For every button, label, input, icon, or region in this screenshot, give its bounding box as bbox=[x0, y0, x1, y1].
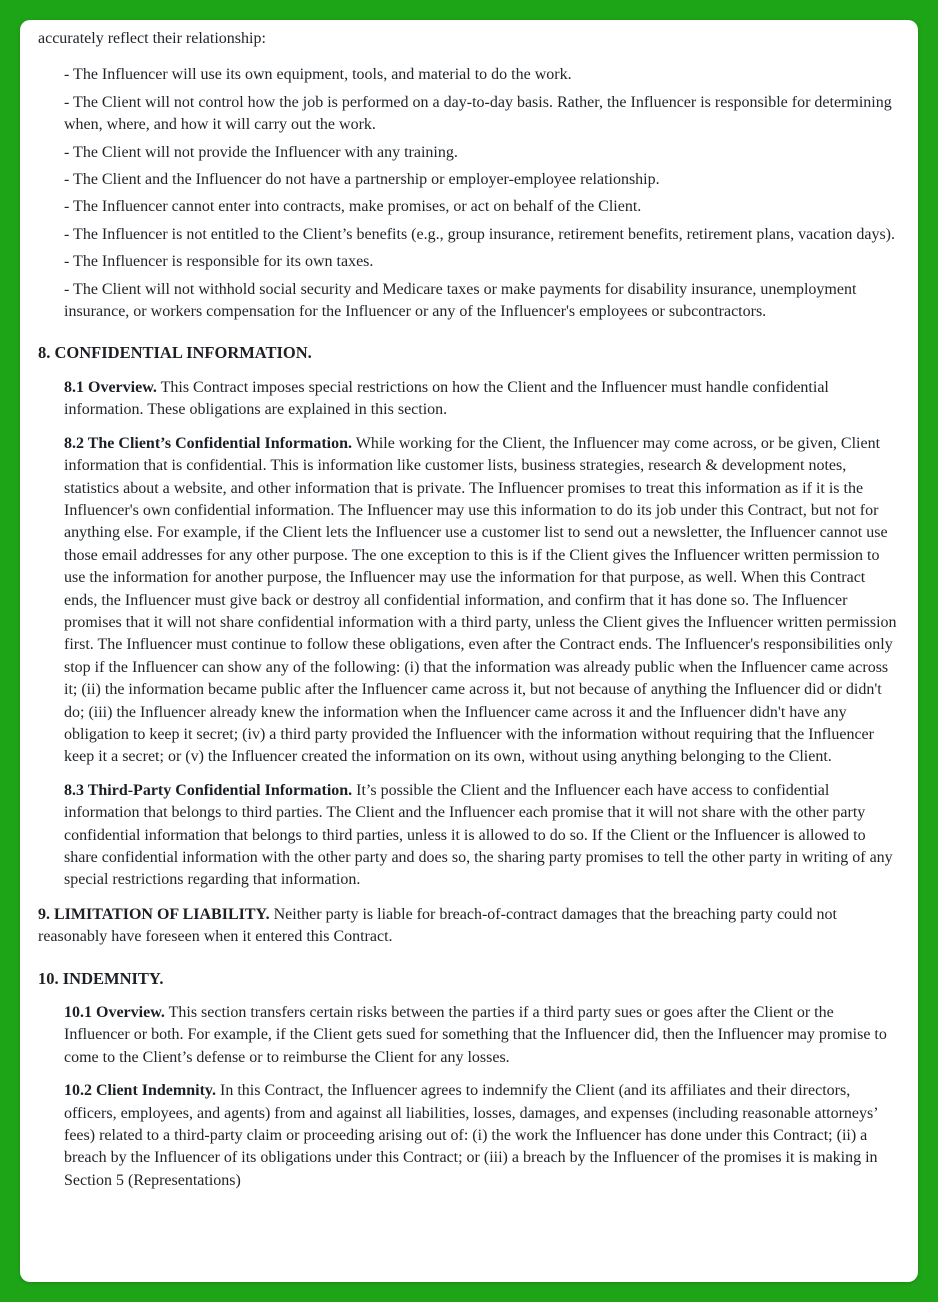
relationship-bullet-list bbox=[64, 64, 902, 323]
section-8-clauses bbox=[64, 377, 902, 892]
bullet-item-partnership: - The Client and the Influencer do not have a partnership or employer-employee relationship. bbox=[64, 171, 660, 189]
clause-10-1-body: This section transfers certain risks between the parties if a third party sues or goes after the Client or the Influencer or both. For example, if the Client gets sued for something that the Influencer did, then the Influencer may promise to come to the Client’s defense or to reimburse the Client for any losses. bbox=[64, 1004, 887, 1066]
clause-9-title: 9. LIMITATION OF LIABILITY. bbox=[38, 905, 270, 923]
clause-8-3-title: 8.3 Third-Party Confidential Information. bbox=[64, 781, 353, 799]
contract-document-page bbox=[20, 20, 918, 1282]
clause-9-limitation-of-liability bbox=[38, 904, 902, 949]
clause-8-2 bbox=[64, 433, 902, 769]
section-10-heading: 10. INDEMNITY. bbox=[38, 968, 164, 988]
bullet-item-equipment: - The Influencer will use its own equipment, tools, and material to do the work. bbox=[64, 66, 572, 84]
intro-paragraph: accurately reflect their relationship: bbox=[38, 30, 266, 47]
clause-10-1-title: 10.1 Overview. bbox=[64, 1004, 165, 1022]
bullet-item-contracts: - The Influencer cannot enter into contracts, make promises, or act on behalf of the Client. bbox=[64, 198, 642, 216]
bullet-item-benefits: - The Influencer is not entitled to the Client’s benefits (e.g., group insurance, retirement benefits, retirement plans, vacation days). bbox=[64, 225, 895, 243]
section-8-heading: 8. CONFIDENTIAL INFORMATION. bbox=[38, 343, 312, 363]
clause-9-body: Neither party is liable for breach-of-contract damages that the breaching party could not reasonably have foreseen when it entered this Contract. bbox=[38, 905, 837, 946]
clause-10-1 bbox=[64, 1002, 902, 1069]
bullet-item-training: - The Client will not provide the Influencer with any training. bbox=[64, 143, 458, 161]
clause-8-2-body: While working for the Client, the Influencer may come across, or be given, Client information that is confidential. This is information like customer lists, business strategies, research & development notes, statistics about a website, and other information that is private. The Influencer promises to treat this information as if it is the Influencer's own confidential information. The Influencer may use this information to do its job under this Contract, but not for anything else. For example, if the Client lets the Influencer use a customer list to send out a newsletter, the Influencer cannot use those email addresses for any other purpose. The one exception to this is if the Client gives the Influencer written permission to use the information for another purpose, the Influencer may use the information for that purpose, as well. When this Contract ends, the Influencer must give back or destroy all confidential information, and confirm that it has done so. The Influencer promises that it will not share confidential information with a third party, unless the Client gives the Influencer written permission first. The Influencer must continue to follow these obligations, even after the Contract ends. The Influencer's responsibilities only stop if the Influencer can show any of the following: (i) that the information was already public when the Influencer came across it; (ii) the information became public after the Influencer came across it, but not because of anything the Influencer did or didn't do; (iii) the Influencer already knew the information when the Influencer came across it and the Influencer didn't have any obligation to keep it secret; (iv) a third party provided the Influencer with the information without requiring that the Influencer keep it a secret; or (v) the Influencer created the information on its own, without using anything belonging to the Client. bbox=[64, 434, 897, 766]
clause-10-2 bbox=[64, 1080, 902, 1192]
clause-8-2-title: 8.2 The Client’s Confidential Information. bbox=[64, 434, 353, 452]
clause-8-3-body: It’s possible the Client and the Influencer each have access to confidential information that belongs to third parties. The Client and the Influencer each promise that it will not share with the other party confidential information that belongs to third parties, unless it is allowed to do so. If the Client or the Influencer is allowed to share confidential information with the other party and does so, the sharing party promises to tell the other party in writing of any special restrictions regarding that information. bbox=[64, 781, 893, 889]
clause-10-2-title: 10.2 Client Indemnity. bbox=[64, 1082, 217, 1100]
clause-8-1 bbox=[64, 377, 902, 422]
clause-8-3 bbox=[64, 780, 902, 892]
section-10-clauses bbox=[64, 1002, 902, 1192]
clause-8-1-body: This Contract imposes special restrictions on how the Client and the Influencer must handle confidential information. These obligations are explained in this section. bbox=[64, 378, 829, 419]
bullet-item-withholding: - The Client will not withhold social security and Medicare taxes or make payments for disability insurance, unemployment insurance, or workers compensation for the Influencer or any of the Influencer's employees or subcontractors. bbox=[64, 280, 857, 321]
clause-8-1-title: 8.1 Overview. bbox=[64, 378, 157, 396]
clause-10-2-body: In this Contract, the Influencer agrees to indemnify the Client (and its affiliates and their directors, officers, employees, and agents) from and against all liabilities, losses, damages, and expenses (including reasonable attorneys’ fees) related to a third-party claim or proceeding arising out of: (i) the work the Influencer has done under this Contract; (ii) a breach by the Influencer of its obligations under this Contract; or (iii) a breach by the Influencer of the promises it is making in Section 5 (Representations) bbox=[64, 1082, 878, 1189]
bullet-item-control: - The Client will not control how the job is performed on a day-to-day basis. Rather, the Influencer is responsible for determining when, where, and how it will carry out the work. bbox=[64, 93, 892, 134]
bullet-item-taxes: - The Influencer is responsible for its own taxes. bbox=[64, 253, 374, 271]
